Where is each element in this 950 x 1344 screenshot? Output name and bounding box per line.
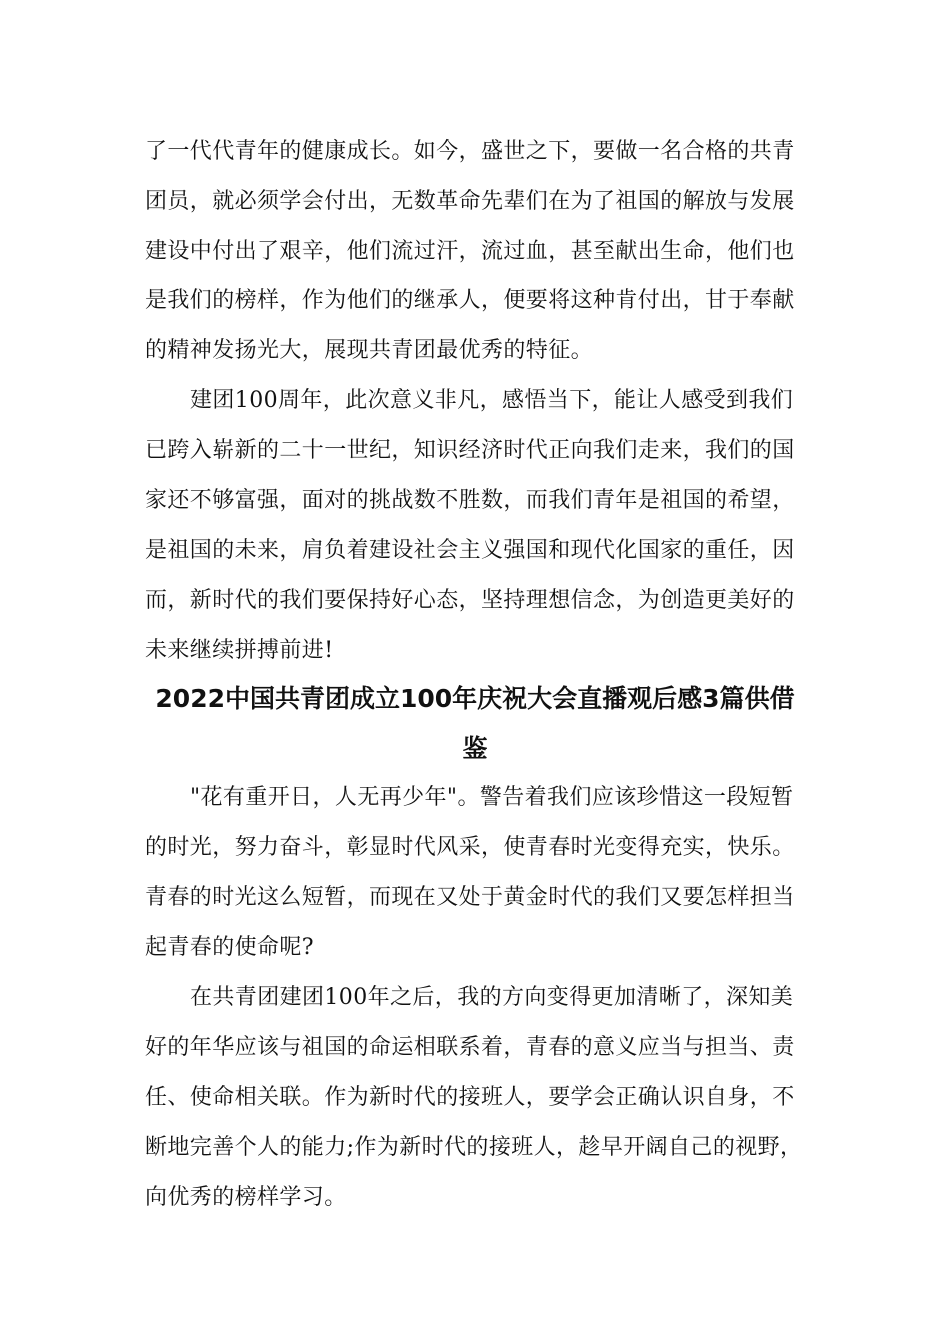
paragraph-line: 断地完善个人的能力;作为新时代的接班人，趁早开阔自己的视野，	[145, 1135, 803, 1160]
paragraph-line: 在共青团建团100年之后，我的方向变得更加清晰了，深知美	[190, 985, 794, 1010]
paragraph-line: 未来继续拼搏前进!	[145, 638, 334, 663]
heading-line: 鉴	[462, 734, 488, 763]
paragraph-line: 青春的时光这么短暂，而现在又处于黄金时代的我们又要怎样担当	[145, 885, 795, 910]
paragraph-line: 起青春的使命呢?	[145, 935, 314, 960]
paragraph-line: 团员，就必须学会付出，无数革命先辈们在为了祖国的解放与发展	[145, 189, 795, 214]
paragraph-line: 建设中付出了艰辛，他们流过汗，流过血，甚至献出生命，他们也	[145, 239, 795, 264]
paragraph-line: 的精神发扬光大，展现共青团最优秀的特征。	[145, 338, 594, 363]
paragraph-line: 向优秀的榜样学习。	[145, 1185, 347, 1210]
paragraph-line: 好的年华应该与祖国的命运相联系着，青春的意义应当与担当、责	[145, 1035, 795, 1060]
paragraph-line: 的时光，努力奋斗，彰显时代风采，使青春时光变得充实，快乐。	[145, 835, 795, 860]
paragraph-line: 建团100周年，此次意义非凡，感悟当下，能让人感受到我们	[190, 388, 794, 413]
paragraph-line: 已跨入崭新的二十一世纪，知识经济时代正向我们走来，我们的国	[145, 438, 795, 463]
paragraph-line: 了一代代青年的健康成长。如今，盛世之下，要做一名合格的共青	[145, 139, 795, 164]
paragraph-line: 而，新时代的我们要保持好心态，坚持理想信念，为创造更美好的	[145, 588, 795, 613]
heading-line: 2022中国共青团成立100年庆祝大会直播观后感3篇供借	[155, 684, 795, 713]
paragraph-line: "花有重开日，人无再少年"。警告着我们应该珍惜这一段短暂	[190, 785, 794, 810]
paragraph-line: 是祖国的未来，肩负着建设社会主义强国和现代化国家的重任，因	[145, 538, 795, 563]
paragraph-line: 任、使命相关联。作为新时代的接班人，要学会正确认识自身，不	[145, 1085, 795, 1110]
paragraph-line: 是我们的榜样，作为他们的继承人，便要将这种肯付出，甘于奉献	[145, 288, 795, 313]
paragraph-line: 家还不够富强，面对的挑战数不胜数，而我们青年是祖国的希望，	[145, 488, 795, 513]
